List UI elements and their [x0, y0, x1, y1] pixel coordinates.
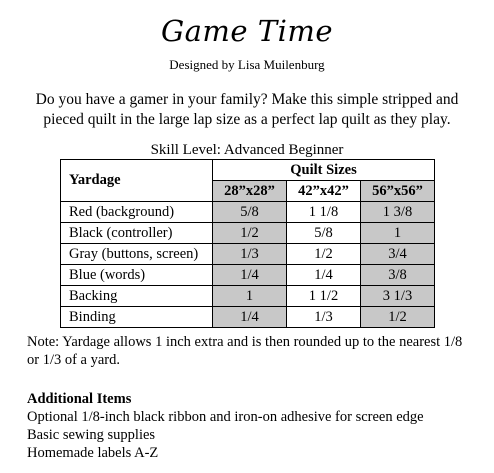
yardage-value: 1/2 — [361, 307, 435, 328]
table-row — [61, 244, 435, 265]
table-row — [61, 202, 435, 223]
yardage-header: Yardage — [61, 160, 213, 202]
list-item: Optional 1/8-inch black ribbon and iron-on adhesive for screen edge — [27, 409, 424, 425]
table-row — [61, 265, 435, 286]
yardage-value: 3/4 — [361, 244, 435, 265]
yardage-value: 1/3 — [213, 244, 287, 265]
size-header: 28”x28” — [213, 181, 287, 202]
yardage-value: 1 3/8 — [361, 202, 435, 223]
size-header: 56”x56” — [361, 181, 435, 202]
designer-credit: Designed by Lisa Muilenburg — [169, 57, 325, 72]
yardage-note: Note: Yardage allows 1 inch extra and is then rounded up to the nearest 1/8 or 1/3 of a yard. — [27, 334, 463, 368]
fabric-name: Red (background) — [61, 202, 213, 223]
fabric-name: Blue (words) — [61, 265, 213, 286]
skill-level: Skill Level: Advanced Beginner — [150, 142, 344, 158]
quilt-sizes-header: Quilt Sizes — [213, 160, 435, 181]
yardage-value: 1/2 — [213, 223, 287, 244]
yardage-value: 1 — [213, 286, 287, 307]
list-item: Homemade labels A-Z — [27, 445, 159, 461]
table-row — [61, 286, 435, 307]
additional-items-list — [27, 408, 487, 462]
yardage-value: 1 — [361, 223, 435, 244]
yardage-value: 1/4 — [213, 307, 287, 328]
yardage-value: 3/8 — [361, 265, 435, 286]
table-header-row — [61, 160, 435, 181]
yardage-value: 5/8 — [287, 223, 361, 244]
additional-items-heading: Additional Items — [27, 391, 132, 407]
fabric-name: Black (controller) — [61, 223, 213, 244]
yardage-value: 1/3 — [287, 307, 361, 328]
intro-paragraph: Do you have a gamer in your family? Make this simple stripped and pieced quilt in the large lap size as a perfect lap quilt as they play. — [35, 91, 459, 128]
fabric-name: Backing — [61, 286, 213, 307]
size-header: 42”x42” — [287, 181, 361, 202]
fabric-name: Gray (buttons, screen) — [61, 244, 213, 265]
yardage-value: 1/2 — [287, 244, 361, 265]
yardage-value: 1 1/8 — [287, 202, 361, 223]
yardage-value: 1 1/2 — [287, 286, 361, 307]
yardage-value: 1/4 — [287, 265, 361, 286]
yardage-value: 1/4 — [213, 265, 287, 286]
yardage-table — [60, 159, 435, 328]
list-item: Basic sewing supplies — [27, 427, 156, 443]
fabric-name: Binding — [61, 307, 213, 328]
table-row — [61, 223, 435, 244]
yardage-value: 5/8 — [213, 202, 287, 223]
table-row — [61, 307, 435, 328]
yardage-value: 3 1/3 — [361, 286, 435, 307]
pattern-title: Game Time — [160, 14, 334, 48]
